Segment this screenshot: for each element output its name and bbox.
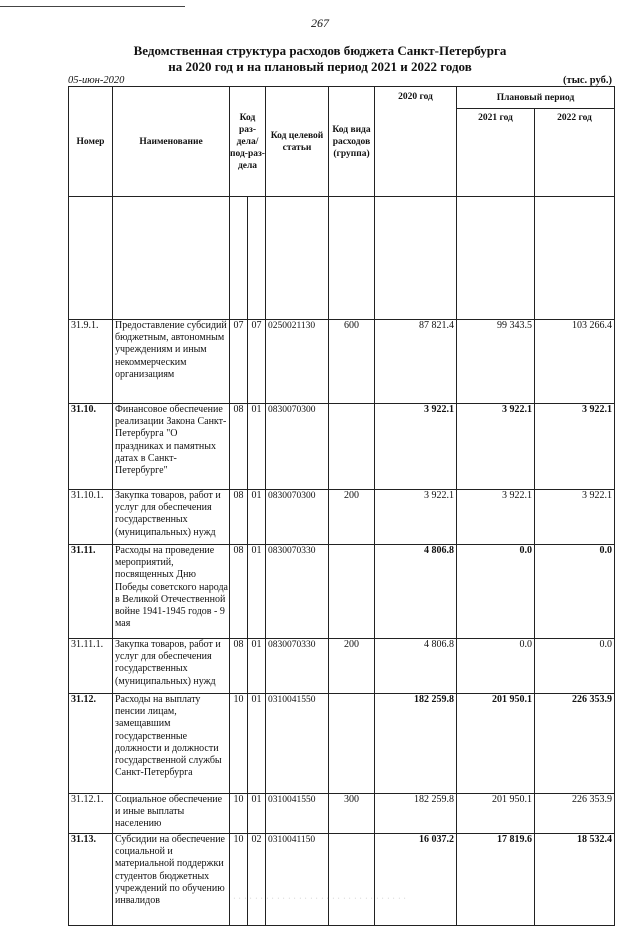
- row-value-2020: 182 259.8: [375, 794, 457, 834]
- row-podrazdel: 01: [248, 545, 266, 639]
- row-value-2022: 3 922.1: [535, 490, 615, 545]
- table-row: [69, 639, 615, 694]
- row-vid: 600: [329, 320, 375, 404]
- header-number: Номер: [69, 87, 113, 197]
- row-celevaya: 0310041150: [266, 834, 329, 926]
- row-name: Социальное обеспечение и иные выплаты населению: [113, 794, 230, 834]
- budget-table: [68, 86, 615, 926]
- row-value-2021: 201 950.1: [457, 794, 535, 834]
- row-value-2022: 226 353.9: [535, 694, 615, 794]
- row-name: Закупка товаров, работ и услуг для обеспечения государственных (муниципальных) нужд: [113, 490, 230, 545]
- header-2021: 2021 год: [457, 109, 535, 197]
- header-celevaya: Код целевой статьи: [266, 87, 329, 197]
- row-value-2020: 16 037.2: [375, 834, 457, 926]
- row-value-2021: 3 922.1: [457, 404, 535, 490]
- row-value-2020: 87 821.4: [375, 320, 457, 404]
- row-razdel: 08: [230, 639, 248, 694]
- row-name: Субсидии на обеспечение социальной и материальной поддержки студентов бюджетных учреждений по обучению инвалидов: [113, 834, 230, 926]
- row-podrazdel: 01: [248, 694, 266, 794]
- row-value-2022: 18 532.4: [535, 834, 615, 926]
- header-2020: 2020 год: [375, 87, 457, 197]
- row-number: 31.10.: [69, 404, 113, 490]
- document-date: 05-июн-2020: [68, 75, 125, 86]
- row-value-2022: 3 922.1: [535, 404, 615, 490]
- row-number: 31.10.1.: [69, 490, 113, 545]
- row-name: Расходы на выплату пенсии лицам, замещавшим государственные должности и должности государственной службы Санкт-Петербурга: [113, 694, 230, 794]
- table-row: [69, 490, 615, 545]
- row-number: 31.11.1.: [69, 639, 113, 694]
- document-title-line-1: Ведомственная структура расходов бюджета Санкт-Петербурга: [133, 43, 507, 58]
- row-razdel: 10: [230, 834, 248, 926]
- row-vid: [329, 545, 375, 639]
- header-vid: Код вида расходов (группа): [329, 87, 375, 197]
- row-name: Закупка товаров, работ и услуг для обеспечения государственных (муниципальных) нужд: [113, 639, 230, 694]
- row-vid: 200: [329, 490, 375, 545]
- row-number: 31.12.: [69, 694, 113, 794]
- units-label: (тыс. руб.): [563, 75, 612, 86]
- row-celevaya: 0250021130: [266, 320, 329, 404]
- page-number: 267: [311, 16, 329, 30]
- header-rule: [0, 6, 185, 7]
- row-value-2020: 182 259.8: [375, 694, 457, 794]
- row-value-2020: 3 922.1: [375, 490, 457, 545]
- row-podrazdel: 07: [248, 320, 266, 404]
- row-podrazdel: 01: [248, 490, 266, 545]
- row-celevaya: 0830070300: [266, 404, 329, 490]
- row-vid: [329, 694, 375, 794]
- row-razdel: 08: [230, 490, 248, 545]
- row-podrazdel: 01: [248, 794, 266, 834]
- row-number: 31.11.: [69, 545, 113, 639]
- row-number: 31.12.1.: [69, 794, 113, 834]
- row-number: 31.9.1.: [69, 320, 113, 404]
- row-celevaya: 0830070300: [266, 490, 329, 545]
- row-value-2022: 226 353.9: [535, 794, 615, 834]
- row-name: Расходы на проведение мероприятий, посвященных Дню Победы советского народа в Великой Отечественной войне 1941-1945 годов - 9 мая: [113, 545, 230, 639]
- row-razdel: 08: [230, 545, 248, 639]
- row-vid: 300: [329, 794, 375, 834]
- row-value-2022: 0.0: [535, 639, 615, 694]
- row-razdel: 10: [230, 794, 248, 834]
- row-name: Финансовое обеспечение реализации Закона Санкт-Петербурга "О праздниках и памятных датах в Санкт-Петербурге": [113, 404, 230, 490]
- row-value-2021: 0.0: [457, 639, 535, 694]
- row-podrazdel: 02: [248, 834, 266, 926]
- row-celevaya: 0310041550: [266, 794, 329, 834]
- header-2022: 2022 год: [535, 109, 615, 197]
- table-spacer-row: [69, 197, 615, 320]
- table-row: [69, 545, 615, 639]
- row-celevaya: 0830070330: [266, 545, 329, 639]
- row-razdel: 10: [230, 694, 248, 794]
- footer-faded-text: · · · · · · · · · · · · · · · · · · · · · · · · · · · · · · · ·: [233, 896, 407, 902]
- row-value-2021: 99 343.5: [457, 320, 535, 404]
- row-razdel: 08: [230, 404, 248, 490]
- row-value-2021: 201 950.1: [457, 694, 535, 794]
- row-celevaya: 0830070330: [266, 639, 329, 694]
- row-value-2021: 3 922.1: [457, 490, 535, 545]
- table-row: [69, 834, 615, 926]
- row-number: 31.13.: [69, 834, 113, 926]
- row-celevaya: 0310041550: [266, 694, 329, 794]
- row-value-2020: 4 806.8: [375, 639, 457, 694]
- row-vid: 200: [329, 639, 375, 694]
- table-row: [69, 404, 615, 490]
- row-vid: [329, 404, 375, 490]
- row-value-2022: 0.0: [535, 545, 615, 639]
- row-name: Предоставление субсидий бюджетным, автономным учреждениям и иным некоммерческим организациям: [113, 320, 230, 404]
- table-row: [69, 320, 615, 404]
- table-row: [69, 794, 615, 834]
- header-razdel: Код раз-дела/ под-раз-дела: [230, 87, 266, 197]
- document-title-line-2: на 2020 год и на плановый период 2021 и 2022 годов: [168, 59, 472, 74]
- row-value-2020: 4 806.8: [375, 545, 457, 639]
- row-razdel: 07: [230, 320, 248, 404]
- row-value-2022: 103 266.4: [535, 320, 615, 404]
- header-plan-period: Плановый период: [457, 87, 615, 109]
- row-value-2020: 3 922.1: [375, 404, 457, 490]
- row-value-2021: 17 819.6: [457, 834, 535, 926]
- row-podrazdel: 01: [248, 639, 266, 694]
- table-row: [69, 694, 615, 794]
- row-podrazdel: 01: [248, 404, 266, 490]
- header-name: Наименование: [113, 87, 230, 197]
- row-vid: [329, 834, 375, 926]
- row-value-2021: 0.0: [457, 545, 535, 639]
